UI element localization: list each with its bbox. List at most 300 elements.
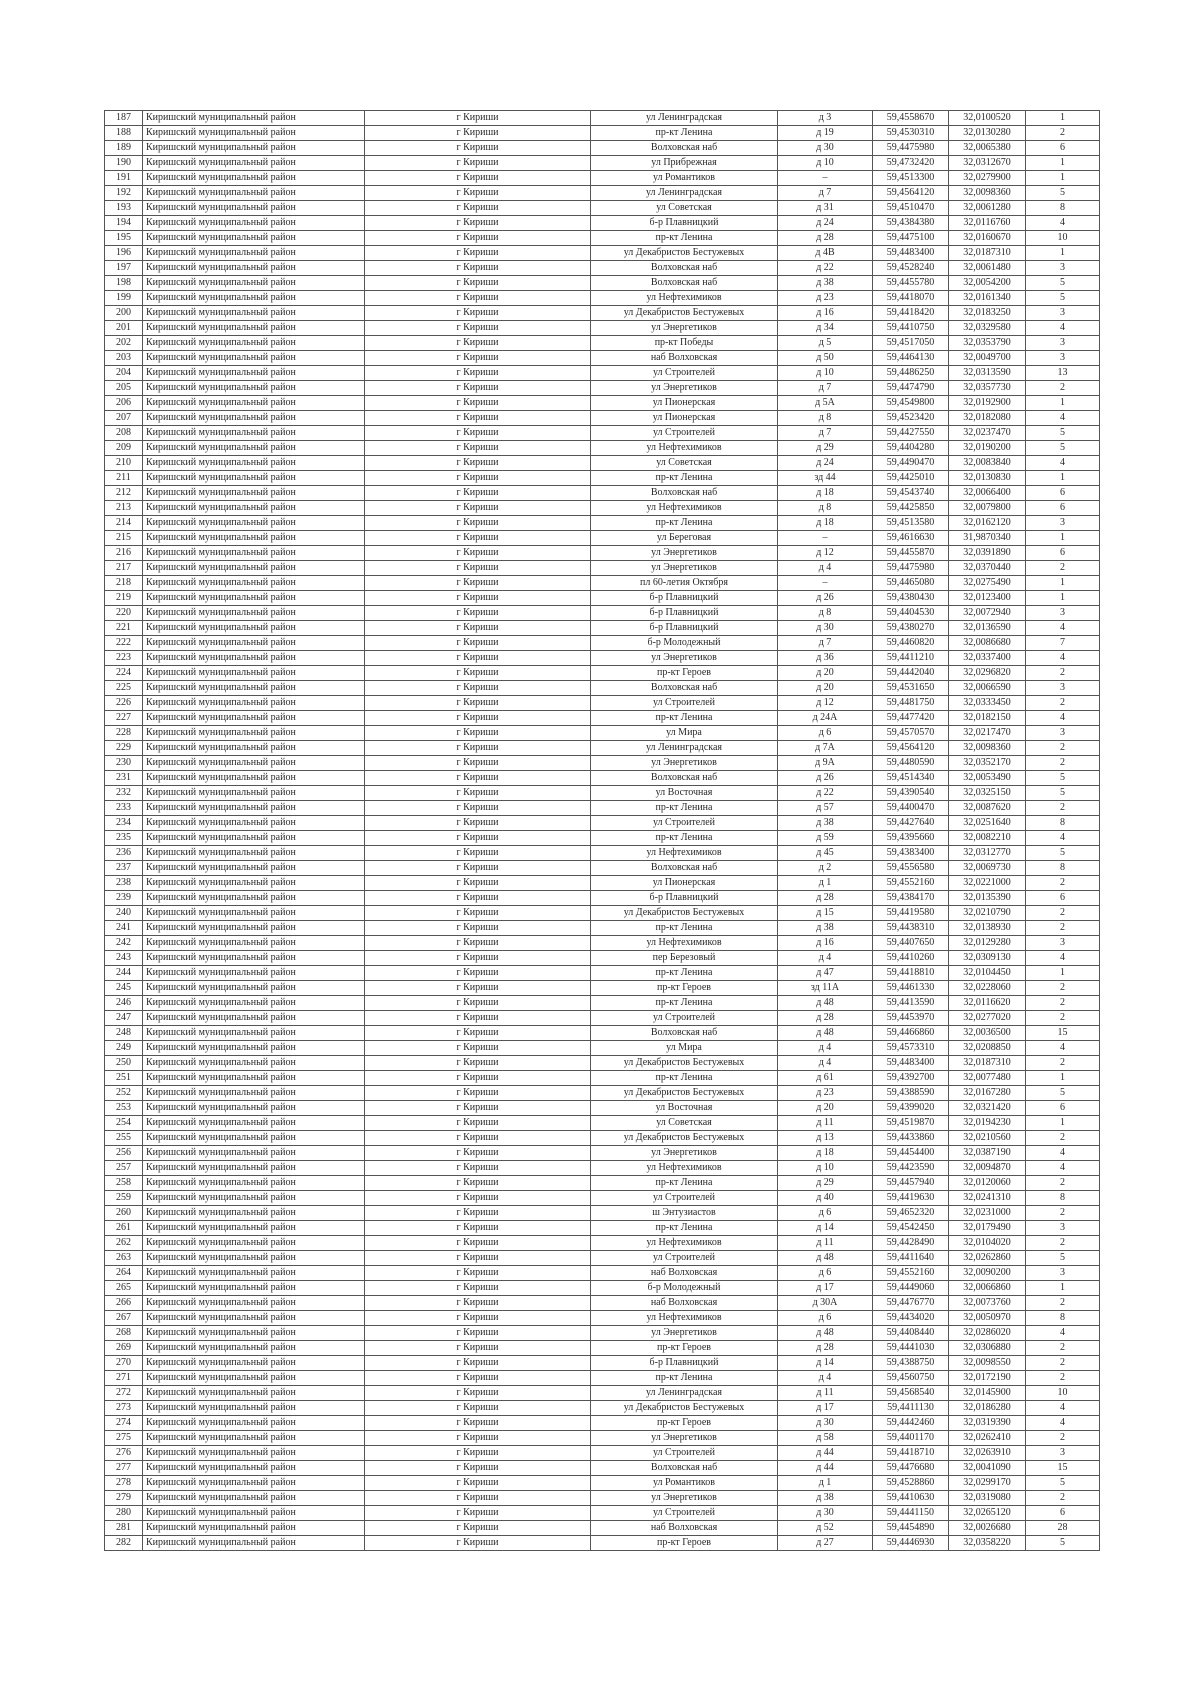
- table-row: [105, 1116, 1100, 1131]
- district-cell: Киришский муниципальный район: [143, 1221, 365, 1236]
- count-cell: 1: [1026, 156, 1100, 171]
- row-number-cell: 207: [105, 411, 143, 426]
- count-cell: 1: [1026, 966, 1100, 981]
- table-row: [105, 141, 1100, 156]
- row-number-cell: 267: [105, 1311, 143, 1326]
- district-cell: Киришский муниципальный район: [143, 1296, 365, 1311]
- table-row: [105, 666, 1100, 681]
- count-cell: 2: [1026, 921, 1100, 936]
- latitude-cell: 59,4384380: [873, 216, 949, 231]
- table-row: [105, 1296, 1100, 1311]
- house-cell: д 19: [778, 126, 873, 141]
- count-cell: 5: [1026, 186, 1100, 201]
- row-number-cell: 276: [105, 1446, 143, 1461]
- district-cell: Киришский муниципальный район: [143, 501, 365, 516]
- street-cell: Волховская наб: [591, 771, 778, 786]
- latitude-cell: 59,4543740: [873, 486, 949, 501]
- city-cell: г Кириши: [365, 726, 591, 741]
- table-row: [105, 276, 1100, 291]
- street-cell: ул Строителей: [591, 1011, 778, 1026]
- row-number-cell: 224: [105, 666, 143, 681]
- district-cell: Киришский муниципальный район: [143, 1056, 365, 1071]
- table-row: [105, 1086, 1100, 1101]
- latitude-cell: 59,4481750: [873, 696, 949, 711]
- table-row: [105, 1206, 1100, 1221]
- city-cell: г Кириши: [365, 1086, 591, 1101]
- count-cell: 2: [1026, 996, 1100, 1011]
- city-cell: г Кириши: [365, 456, 591, 471]
- district-cell: Киришский муниципальный район: [143, 1446, 365, 1461]
- district-cell: Киришский муниципальный район: [143, 1266, 365, 1281]
- house-cell: д 57: [778, 801, 873, 816]
- count-cell: 2: [1026, 666, 1100, 681]
- row-number-cell: 241: [105, 921, 143, 936]
- latitude-cell: 59,4453970: [873, 1011, 949, 1026]
- city-cell: г Кириши: [365, 1431, 591, 1446]
- longitude-cell: 32,0061280: [949, 201, 1026, 216]
- row-number-cell: 252: [105, 1086, 143, 1101]
- latitude-cell: 59,4514340: [873, 771, 949, 786]
- table-row: [105, 771, 1100, 786]
- district-cell: Киришский муниципальный район: [143, 186, 365, 201]
- city-cell: г Кириши: [365, 291, 591, 306]
- district-cell: Киришский муниципальный район: [143, 891, 365, 906]
- house-cell: д 47: [778, 966, 873, 981]
- table-row: [105, 1356, 1100, 1371]
- latitude-cell: 59,4384170: [873, 891, 949, 906]
- latitude-cell: 59,4413590: [873, 996, 949, 1011]
- house-cell: д 14: [778, 1221, 873, 1236]
- longitude-cell: 32,0162120: [949, 516, 1026, 531]
- count-cell: 4: [1026, 1146, 1100, 1161]
- street-cell: ул Мира: [591, 726, 778, 741]
- table-row: [105, 816, 1100, 831]
- count-cell: 6: [1026, 501, 1100, 516]
- city-cell: г Кириши: [365, 1131, 591, 1146]
- longitude-cell: 32,0054200: [949, 276, 1026, 291]
- district-cell: Киришский муниципальный район: [143, 351, 365, 366]
- latitude-cell: 59,4486250: [873, 366, 949, 381]
- row-number-cell: 265: [105, 1281, 143, 1296]
- street-cell: наб Волховская: [591, 1296, 778, 1311]
- longitude-cell: 32,0358220: [949, 1536, 1026, 1551]
- longitude-cell: 32,0083840: [949, 456, 1026, 471]
- street-cell: пр-кт Ленина: [591, 1176, 778, 1191]
- street-cell: ул Декабристов Бестужевых: [591, 1401, 778, 1416]
- street-cell: ул Строителей: [591, 696, 778, 711]
- longitude-cell: 32,0186280: [949, 1401, 1026, 1416]
- count-cell: 1: [1026, 1116, 1100, 1131]
- latitude-cell: 59,4395660: [873, 831, 949, 846]
- longitude-cell: 32,0391890: [949, 546, 1026, 561]
- longitude-cell: 32,0265120: [949, 1506, 1026, 1521]
- table-row: [105, 351, 1100, 366]
- count-cell: 15: [1026, 1461, 1100, 1476]
- count-cell: 5: [1026, 276, 1100, 291]
- street-cell: ул Пионерская: [591, 876, 778, 891]
- district-cell: Киришский муниципальный район: [143, 1206, 365, 1221]
- district-cell: Киришский муниципальный район: [143, 1326, 365, 1341]
- house-cell: д 12: [778, 546, 873, 561]
- city-cell: г Кириши: [365, 1251, 591, 1266]
- count-cell: 2: [1026, 1371, 1100, 1386]
- latitude-cell: 59,4464130: [873, 351, 949, 366]
- district-cell: Киришский муниципальный район: [143, 1281, 365, 1296]
- count-cell: 1: [1026, 576, 1100, 591]
- city-cell: г Кириши: [365, 126, 591, 141]
- street-cell: Волховская наб: [591, 141, 778, 156]
- district-cell: Киришский муниципальный район: [143, 561, 365, 576]
- row-number-cell: 244: [105, 966, 143, 981]
- city-cell: г Кириши: [365, 366, 591, 381]
- district-cell: Киришский муниципальный район: [143, 591, 365, 606]
- city-cell: г Кириши: [365, 261, 591, 276]
- district-cell: Киришский муниципальный район: [143, 1521, 365, 1536]
- district-cell: Киришский муниципальный район: [143, 306, 365, 321]
- district-cell: Киришский муниципальный район: [143, 846, 365, 861]
- street-cell: б-р Плавницкий: [591, 891, 778, 906]
- city-cell: г Кириши: [365, 876, 591, 891]
- district-cell: Киришский муниципальный район: [143, 456, 365, 471]
- street-cell: ш Энтузиастов: [591, 1206, 778, 1221]
- street-cell: ул Строителей: [591, 366, 778, 381]
- table-body: [105, 111, 1100, 1551]
- city-cell: г Кириши: [365, 486, 591, 501]
- row-number-cell: 226: [105, 696, 143, 711]
- count-cell: 8: [1026, 1311, 1100, 1326]
- city-cell: г Кириши: [365, 1191, 591, 1206]
- count-cell: 3: [1026, 726, 1100, 741]
- city-cell: г Кириши: [365, 156, 591, 171]
- row-number-cell: 206: [105, 396, 143, 411]
- street-cell: ул Энергетиков: [591, 756, 778, 771]
- latitude-cell: 59,4388590: [873, 1086, 949, 1101]
- longitude-cell: 32,0100520: [949, 111, 1026, 126]
- row-number-cell: 272: [105, 1386, 143, 1401]
- longitude-cell: 32,0167280: [949, 1086, 1026, 1101]
- district-cell: Киришский муниципальный район: [143, 726, 365, 741]
- latitude-cell: 59,4388750: [873, 1356, 949, 1371]
- row-number-cell: 193: [105, 201, 143, 216]
- latitude-cell: 59,4652320: [873, 1206, 949, 1221]
- table-row: [105, 741, 1100, 756]
- city-cell: г Кириши: [365, 816, 591, 831]
- house-cell: –: [778, 171, 873, 186]
- latitude-cell: 59,4513580: [873, 516, 949, 531]
- city-cell: г Кириши: [365, 186, 591, 201]
- house-cell: д 22: [778, 261, 873, 276]
- latitude-cell: 59,4460820: [873, 636, 949, 651]
- table-row: [105, 846, 1100, 861]
- city-cell: г Кириши: [365, 996, 591, 1011]
- table-row: [105, 336, 1100, 351]
- house-cell: д 9А: [778, 756, 873, 771]
- row-number-cell: 280: [105, 1506, 143, 1521]
- row-number-cell: 209: [105, 441, 143, 456]
- street-cell: Волховская наб: [591, 1026, 778, 1041]
- longitude-cell: 32,0145900: [949, 1386, 1026, 1401]
- latitude-cell: 59,4475980: [873, 141, 949, 156]
- house-cell: д 7: [778, 426, 873, 441]
- row-number-cell: 246: [105, 996, 143, 1011]
- house-cell: д 28: [778, 891, 873, 906]
- district-cell: Киришский муниципальный район: [143, 666, 365, 681]
- street-cell: ул Романтиков: [591, 1476, 778, 1491]
- longitude-cell: 32,0279900: [949, 171, 1026, 186]
- district-cell: Киришский муниципальный район: [143, 1536, 365, 1551]
- table-row: [105, 906, 1100, 921]
- count-cell: 4: [1026, 651, 1100, 666]
- count-cell: 3: [1026, 1221, 1100, 1236]
- district-cell: Киришский муниципальный район: [143, 486, 365, 501]
- city-cell: г Кириши: [365, 1146, 591, 1161]
- table-row: [105, 201, 1100, 216]
- longitude-cell: 32,0286020: [949, 1326, 1026, 1341]
- district-cell: Киришский муниципальный район: [143, 516, 365, 531]
- count-cell: 4: [1026, 321, 1100, 336]
- table-row: [105, 186, 1100, 201]
- street-cell: ул Нефтехимиков: [591, 846, 778, 861]
- longitude-cell: 32,0187310: [949, 1056, 1026, 1071]
- count-cell: 6: [1026, 1506, 1100, 1521]
- latitude-cell: 59,4483400: [873, 1056, 949, 1071]
- latitude-cell: 59,4442040: [873, 666, 949, 681]
- count-cell: 2: [1026, 696, 1100, 711]
- latitude-cell: 59,4573310: [873, 1041, 949, 1056]
- count-cell: 2: [1026, 1356, 1100, 1371]
- house-cell: –: [778, 576, 873, 591]
- district-cell: Киришский муниципальный район: [143, 606, 365, 621]
- district-cell: Киришский муниципальный район: [143, 936, 365, 951]
- count-cell: 5: [1026, 846, 1100, 861]
- count-cell: 1: [1026, 1281, 1100, 1296]
- city-cell: г Кириши: [365, 1296, 591, 1311]
- street-cell: ул Энергетиков: [591, 1431, 778, 1446]
- house-cell: д 17: [778, 1401, 873, 1416]
- row-number-cell: 237: [105, 861, 143, 876]
- street-cell: ул Строителей: [591, 1251, 778, 1266]
- house-cell: д 48: [778, 1251, 873, 1266]
- house-cell: д 2: [778, 861, 873, 876]
- city-cell: г Кириши: [365, 1116, 591, 1131]
- longitude-cell: 32,0130280: [949, 126, 1026, 141]
- house-cell: д 13: [778, 1131, 873, 1146]
- street-cell: Волховская наб: [591, 681, 778, 696]
- row-number-cell: 242: [105, 936, 143, 951]
- longitude-cell: 32,0352170: [949, 756, 1026, 771]
- street-cell: пр-кт Ленина: [591, 516, 778, 531]
- street-cell: ул Энергетиков: [591, 561, 778, 576]
- house-cell: д 23: [778, 1086, 873, 1101]
- row-number-cell: 213: [105, 501, 143, 516]
- longitude-cell: 32,0306880: [949, 1341, 1026, 1356]
- latitude-cell: 59,4490470: [873, 456, 949, 471]
- street-cell: б-р Плавницкий: [591, 606, 778, 621]
- row-number-cell: 236: [105, 846, 143, 861]
- count-cell: 1: [1026, 591, 1100, 606]
- district-cell: Киришский муниципальный район: [143, 816, 365, 831]
- longitude-cell: 32,0221000: [949, 876, 1026, 891]
- street-cell: пр-кт Ленина: [591, 831, 778, 846]
- row-number-cell: 279: [105, 1491, 143, 1506]
- row-number-cell: 203: [105, 351, 143, 366]
- table-row: [105, 1476, 1100, 1491]
- district-cell: Киришский муниципальный район: [143, 756, 365, 771]
- longitude-cell: 32,0370440: [949, 561, 1026, 576]
- house-cell: –: [778, 531, 873, 546]
- street-cell: ул Энергетиков: [591, 1326, 778, 1341]
- city-cell: г Кириши: [365, 921, 591, 936]
- latitude-cell: 59,4531650: [873, 681, 949, 696]
- street-cell: ул Строителей: [591, 426, 778, 441]
- longitude-cell: 32,0194230: [949, 1116, 1026, 1131]
- longitude-cell: 32,0098360: [949, 186, 1026, 201]
- district-cell: Киришский муниципальный район: [143, 1416, 365, 1431]
- house-cell: д 30А: [778, 1296, 873, 1311]
- longitude-cell: 32,0312670: [949, 156, 1026, 171]
- street-cell: ул Советская: [591, 201, 778, 216]
- longitude-cell: 32,0172190: [949, 1371, 1026, 1386]
- longitude-cell: 32,0129280: [949, 936, 1026, 951]
- house-cell: д 10: [778, 156, 873, 171]
- count-cell: 2: [1026, 1236, 1100, 1251]
- count-cell: 4: [1026, 1416, 1100, 1431]
- latitude-cell: 59,4560750: [873, 1371, 949, 1386]
- row-number-cell: 200: [105, 306, 143, 321]
- latitude-cell: 59,4465080: [873, 576, 949, 591]
- longitude-cell: 32,0319080: [949, 1491, 1026, 1506]
- table-row: [105, 786, 1100, 801]
- street-cell: ул Нефтехимиков: [591, 291, 778, 306]
- longitude-cell: 32,0160670: [949, 231, 1026, 246]
- count-cell: 5: [1026, 426, 1100, 441]
- city-cell: г Кириши: [365, 891, 591, 906]
- count-cell: 4: [1026, 411, 1100, 426]
- longitude-cell: 32,0049700: [949, 351, 1026, 366]
- latitude-cell: 59,4433860: [873, 1131, 949, 1146]
- latitude-cell: 59,4411210: [873, 651, 949, 666]
- latitude-cell: 59,4434020: [873, 1311, 949, 1326]
- house-cell: д 3: [778, 111, 873, 126]
- city-cell: г Кириши: [365, 336, 591, 351]
- street-cell: пл 60-летия Октября: [591, 576, 778, 591]
- district-cell: Киришский муниципальный район: [143, 1236, 365, 1251]
- count-cell: 5: [1026, 786, 1100, 801]
- row-number-cell: 234: [105, 816, 143, 831]
- longitude-cell: 32,0309130: [949, 951, 1026, 966]
- city-cell: г Кириши: [365, 1311, 591, 1326]
- latitude-cell: 59,4475100: [873, 231, 949, 246]
- count-cell: 4: [1026, 216, 1100, 231]
- table-row: [105, 1326, 1100, 1341]
- district-cell: Киришский муниципальный район: [143, 1071, 365, 1086]
- district-cell: Киришский муниципальный район: [143, 141, 365, 156]
- count-cell: 2: [1026, 756, 1100, 771]
- street-cell: Волховская наб: [591, 486, 778, 501]
- street-cell: наб Волховская: [591, 351, 778, 366]
- count-cell: 2: [1026, 1131, 1100, 1146]
- house-cell: д 34: [778, 321, 873, 336]
- district-cell: Киришский муниципальный район: [143, 126, 365, 141]
- latitude-cell: 59,4399020: [873, 1101, 949, 1116]
- row-number-cell: 194: [105, 216, 143, 231]
- street-cell: б-р Плавницкий: [591, 621, 778, 636]
- house-cell: д 17: [778, 1281, 873, 1296]
- house-cell: д 48: [778, 1326, 873, 1341]
- street-cell: Волховская наб: [591, 861, 778, 876]
- table-row: [105, 471, 1100, 486]
- row-number-cell: 273: [105, 1401, 143, 1416]
- longitude-cell: 32,0086680: [949, 636, 1026, 651]
- longitude-cell: 32,0262410: [949, 1431, 1026, 1446]
- street-cell: ул Строителей: [591, 1446, 778, 1461]
- latitude-cell: 59,4454890: [873, 1521, 949, 1536]
- latitude-cell: 59,4425010: [873, 471, 949, 486]
- row-number-cell: 266: [105, 1296, 143, 1311]
- table-row: [105, 1401, 1100, 1416]
- longitude-cell: 32,0082210: [949, 831, 1026, 846]
- latitude-cell: 59,4732420: [873, 156, 949, 171]
- district-cell: Киришский муниципальный район: [143, 576, 365, 591]
- district-cell: Киришский муниципальный район: [143, 546, 365, 561]
- house-cell: д 28: [778, 1011, 873, 1026]
- count-cell: 3: [1026, 1266, 1100, 1281]
- street-cell: ул Мира: [591, 1041, 778, 1056]
- count-cell: 2: [1026, 1206, 1100, 1221]
- latitude-cell: 59,4528860: [873, 1476, 949, 1491]
- latitude-cell: 59,4380270: [873, 621, 949, 636]
- city-cell: г Кириши: [365, 1536, 591, 1551]
- longitude-cell: 32,0263910: [949, 1446, 1026, 1461]
- district-cell: Киришский муниципальный район: [143, 906, 365, 921]
- district-cell: Киришский муниципальный район: [143, 786, 365, 801]
- count-cell: 1: [1026, 111, 1100, 126]
- street-cell: ул Строителей: [591, 1191, 778, 1206]
- table-row: [105, 1431, 1100, 1446]
- house-cell: д 29: [778, 441, 873, 456]
- row-number-cell: 190: [105, 156, 143, 171]
- count-cell: 2: [1026, 126, 1100, 141]
- city-cell: г Кириши: [365, 1266, 591, 1281]
- document-page: [104, 110, 1099, 1551]
- longitude-cell: 32,0241310: [949, 1191, 1026, 1206]
- district-cell: Киришский муниципальный район: [143, 1176, 365, 1191]
- longitude-cell: 32,0237470: [949, 426, 1026, 441]
- house-cell: д 59: [778, 831, 873, 846]
- longitude-cell: 32,0182150: [949, 711, 1026, 726]
- latitude-cell: 59,4564120: [873, 186, 949, 201]
- count-cell: 2: [1026, 1011, 1100, 1026]
- district-cell: Киришский муниципальный район: [143, 951, 365, 966]
- street-cell: пр-кт Победы: [591, 336, 778, 351]
- row-number-cell: 212: [105, 486, 143, 501]
- street-cell: б-р Плавницкий: [591, 216, 778, 231]
- house-cell: д 24: [778, 456, 873, 471]
- latitude-cell: 59,4441030: [873, 1341, 949, 1356]
- house-cell: д 48: [778, 996, 873, 1011]
- house-cell: д 24А: [778, 711, 873, 726]
- count-cell: 1: [1026, 246, 1100, 261]
- table-row: [105, 831, 1100, 846]
- city-cell: г Кириши: [365, 666, 591, 681]
- city-cell: г Кириши: [365, 321, 591, 336]
- house-cell: д 28: [778, 231, 873, 246]
- house-cell: д 28: [778, 1341, 873, 1356]
- district-cell: Киришский муниципальный район: [143, 741, 365, 756]
- latitude-cell: 59,4383400: [873, 846, 949, 861]
- table-row: [105, 1236, 1100, 1251]
- row-number-cell: 239: [105, 891, 143, 906]
